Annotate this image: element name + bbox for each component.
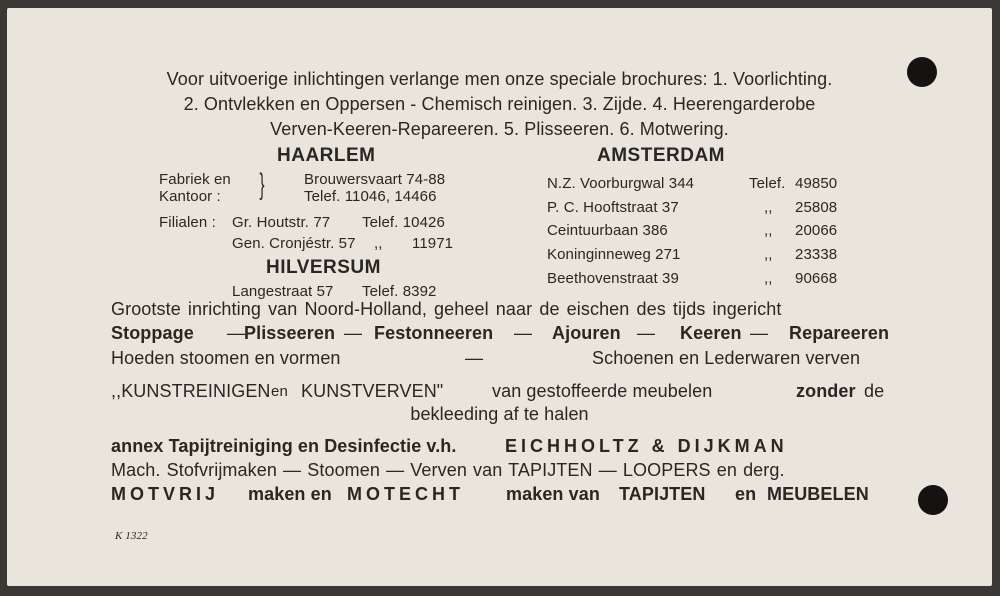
amsterdam-number: 49850 xyxy=(795,175,838,192)
amsterdam-telephone-label: Telef. xyxy=(749,175,786,192)
filiaal-1-address: Gr. Houtstr. 77 xyxy=(232,214,331,231)
amsterdam-number: 23338 xyxy=(795,246,838,263)
reference-code: K 1322 xyxy=(115,530,148,542)
service-dash: — xyxy=(637,323,656,343)
hilversum-telephone: Telef. 8392 xyxy=(362,283,437,300)
intro-line-3: Verven-Keeren-Repareeren. 5. Plisseeren. 6. Motwering. xyxy=(270,119,729,139)
amsterdam-number: 20066 xyxy=(795,222,838,239)
amsterdam-address: N.Z. Voorburgwal 344 xyxy=(547,175,695,192)
amsterdam-address: P. C. Hooftstraat 37 xyxy=(547,199,679,216)
kunst-de: de xyxy=(864,381,885,401)
meubelen: MEUBELEN xyxy=(767,484,869,504)
kunstreinigen: ,,KUNSTREINIGEN xyxy=(111,381,271,401)
annex-text: annex Tapijtreiniging en Desinfectie v.h. xyxy=(111,436,457,456)
service-repareeren: Repareeren xyxy=(789,323,890,343)
haarlem-title: HAARLEM xyxy=(277,145,376,166)
filiaal-2-address: Gen. Cronjéstr. 57 xyxy=(232,235,356,252)
bekleeding-line: bekleeding af te halen xyxy=(410,404,589,424)
filiaal-2-ditto: ,, xyxy=(374,235,383,252)
amsterdam-ditto: ,, xyxy=(764,199,773,216)
punch-hole-bottom xyxy=(918,485,948,515)
en: en xyxy=(735,484,757,504)
middle-dash: — xyxy=(465,348,484,368)
kunst-en: en xyxy=(271,383,288,400)
grootste-line: Grootste inrichting van Noord-Holland, geheel naar de eischen des tijds ingericht xyxy=(111,299,782,319)
kunstverven: KUNSTVERVEN" xyxy=(301,381,444,401)
haarlem-telephone: Telef. 11046, 14466 xyxy=(304,188,437,205)
kunst-meubelen: van gestoffeerde meubelen xyxy=(492,381,713,401)
printed-card xyxy=(7,8,992,586)
service-dash: — xyxy=(227,323,246,343)
amsterdam-address: Koninginneweg 271 xyxy=(547,246,681,263)
service-festonneeren: Festonneeren xyxy=(374,323,494,343)
motvrij: MOTVRIJ xyxy=(111,484,220,504)
amsterdam-number: 90668 xyxy=(795,270,838,287)
amsterdam-address: Beethovenstraat 39 xyxy=(547,270,679,287)
hilversum-title: HILVERSUM xyxy=(266,257,381,278)
motecht: MOTECHT xyxy=(347,484,464,504)
brace: } xyxy=(259,168,265,201)
service-ajouren: Ajouren xyxy=(552,323,621,343)
tapijten: TAPIJTEN xyxy=(619,484,706,504)
maken-en: maken en xyxy=(248,484,332,504)
maken-van: maken van xyxy=(506,484,600,504)
service-dash: — xyxy=(344,323,363,343)
label-fabriek: Fabriek en xyxy=(159,171,231,188)
schoenen-text: Schoenen en Lederwaren verven xyxy=(592,348,861,368)
amsterdam-title: AMSTERDAM xyxy=(597,145,725,166)
amsterdam-ditto: ,, xyxy=(764,222,773,239)
firm-name: EICHHOLTZ & DIJKMAN xyxy=(505,436,788,456)
amsterdam-ditto: ,, xyxy=(764,246,773,263)
amsterdam-number: 25808 xyxy=(795,199,838,216)
amsterdam-ditto: ,, xyxy=(764,270,773,287)
service-stoppage: Stoppage xyxy=(111,323,194,343)
intro-line-1: Voor uitvoerige inlichtingen verlange men onze speciale brochures: 1. Voorlichting. xyxy=(166,69,833,89)
service-dash: — xyxy=(750,323,769,343)
amsterdam-address: Ceintuurbaan 386 xyxy=(547,222,668,239)
intro-line-2: 2. Ontvlekken en Oppersen - Chemisch reinigen. 3. Zijde. 4. Heerengarderobe xyxy=(183,94,816,114)
hoeden-text: Hoeden stoomen en vormen xyxy=(111,348,341,368)
service-dash: — xyxy=(514,323,533,343)
service-plisseeren: Plisseeren xyxy=(244,323,336,343)
filiaal-2-number: 11971 xyxy=(412,235,454,252)
kunst-zonder: zonder xyxy=(796,381,856,401)
label-filialen: Filialen : xyxy=(159,214,216,231)
label-kantoor: Kantoor : xyxy=(159,188,221,205)
haarlem-address: Brouwersvaart 74-88 xyxy=(304,171,446,188)
service-keeren: Keeren xyxy=(680,323,742,343)
filiaal-1-telephone: Telef. 10426 xyxy=(362,214,445,231)
hilversum-address: Langestraat 57 xyxy=(232,283,334,300)
mach-line: Mach. Stofvrijmaken — Stoomen — Verven van TAPIJTEN — LOOPERS en derg. xyxy=(111,460,785,480)
